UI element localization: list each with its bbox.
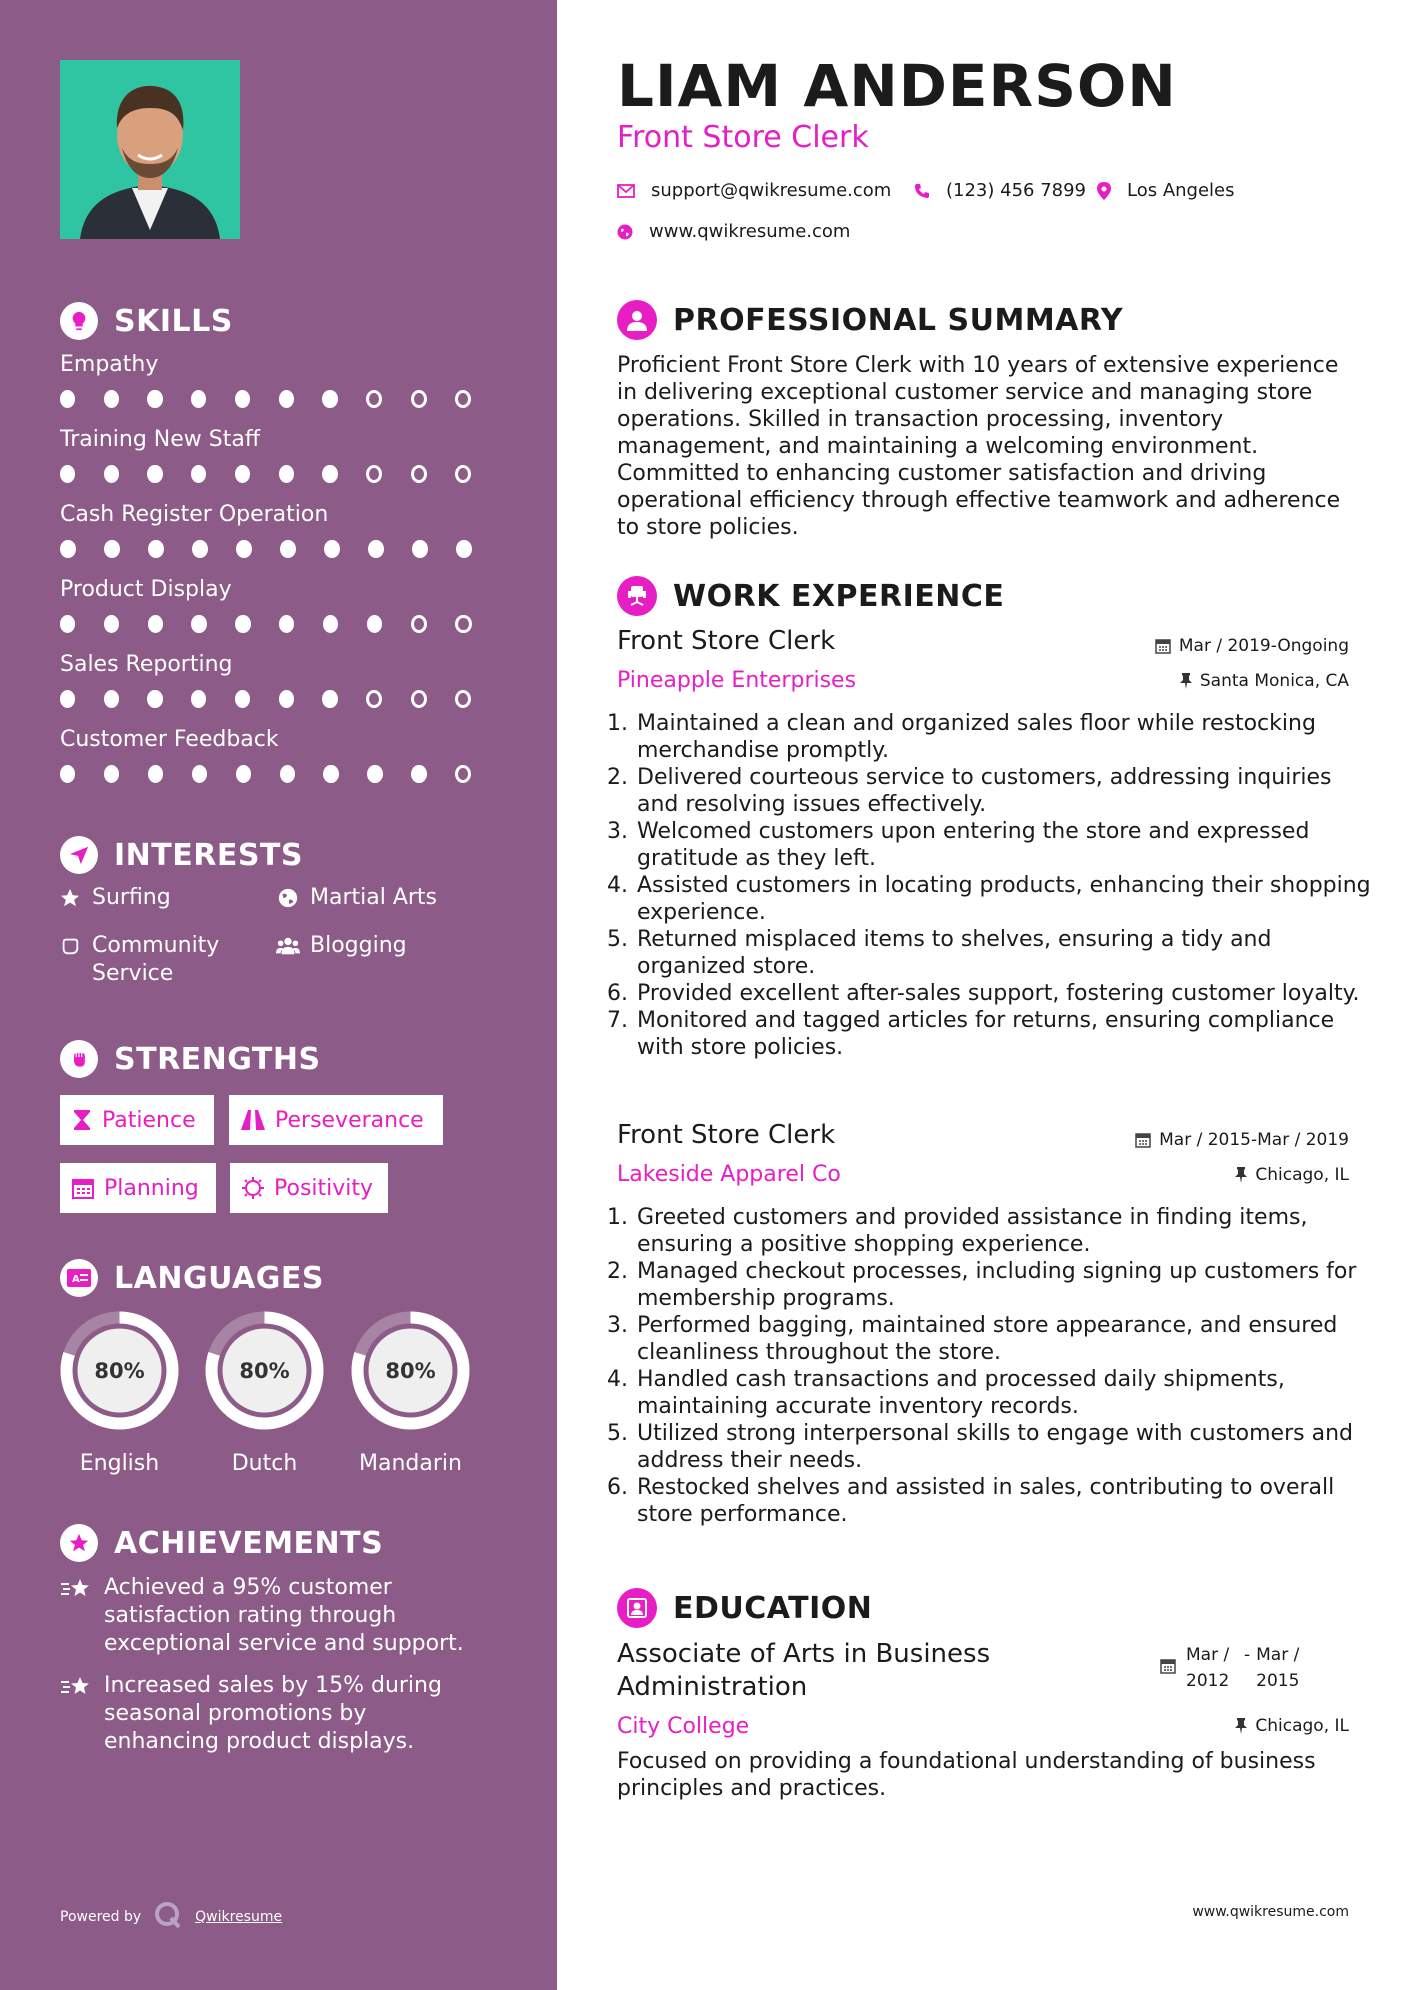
rating-dot-filled: [60, 690, 75, 708]
rating-dot-empty: [455, 465, 471, 483]
candidate-role: Front Store Clerk: [617, 120, 869, 155]
interest-label: Martial Arts: [310, 885, 438, 910]
rating-dot-filled: [60, 465, 75, 483]
rating-dot-filled: [104, 540, 120, 558]
rating-dot-empty: [455, 765, 471, 783]
rating-dot-filled: [147, 465, 162, 483]
shooting-star-icon: [60, 1672, 92, 1756]
education-degree: Associate of Arts in Business Administration: [617, 1639, 991, 1702]
rating-dot-filled: [236, 765, 251, 783]
interest-blogging: [276, 932, 407, 960]
rating-dot-filled: [60, 615, 75, 633]
education-school: City College: [617, 1714, 750, 1739]
star-icon: [58, 884, 82, 909]
rating-dot-filled: [412, 540, 428, 558]
envelope-icon: [617, 184, 635, 198]
duty-item: 2. Managed checkout processes, including signing up customers for membership programs.: [635, 1258, 1375, 1312]
rating-dot-filled: [104, 390, 119, 408]
rating-dot-filled: [324, 540, 340, 558]
candidate-name: LIAM ANDERSON: [617, 52, 1177, 120]
rating-dot-filled: [191, 465, 206, 483]
strength-positivity: [230, 1163, 388, 1213]
education-end: Mar / 2015: [1256, 1645, 1300, 1691]
strength-perseverance: [229, 1095, 443, 1145]
language-percent: 80%: [94, 1359, 145, 1383]
language-percent: 80%: [385, 1359, 436, 1383]
pushpin-icon: [1180, 673, 1192, 689]
education-dates: [1160, 1642, 1306, 1694]
language-dutch: [202, 1308, 327, 1476]
footer-url[interactable]: www.qwikresume.com: [1192, 1904, 1349, 1920]
powered-by-label: Powered by: [60, 1909, 142, 1925]
rating-dot-filled: [104, 615, 119, 633]
interests-header: [60, 836, 303, 874]
skill-rating: [60, 615, 500, 633]
sidebar: [0, 0, 557, 1990]
calendar-icon: [72, 1177, 94, 1199]
rating-dot-filled: [148, 540, 164, 558]
rating-dot-filled: [279, 390, 294, 408]
interest-surfing: [58, 884, 171, 912]
rating-dot-filled: [235, 615, 250, 633]
skill-label: Training New Staff: [60, 427, 261, 452]
rating-dot-filled: [456, 540, 472, 558]
achievement-text: Achieved a 95% customer satisfaction rating through exceptional service and support.: [104, 1575, 464, 1656]
achievements-header: [60, 1524, 383, 1562]
contact-location: [1097, 180, 1235, 201]
rating-dot-filled: [279, 615, 294, 633]
user-icon: [617, 300, 657, 340]
experience-header: [617, 576, 1004, 616]
language-name: Mandarin: [359, 1451, 462, 1476]
job-2-company: Lakeside Apparel Co: [617, 1162, 841, 1187]
strength-label: Perseverance: [275, 1107, 424, 1133]
strengths-title: STRENGTHS: [114, 1041, 321, 1077]
paper-plane-icon: [60, 836, 98, 874]
achievement-item: [60, 1672, 480, 1756]
skill-label: Cash Register Operation: [60, 502, 329, 527]
contact-phone[interactable]: [914, 180, 1086, 201]
strength-patience: [60, 1095, 214, 1145]
skills-header: [60, 302, 233, 340]
rating-dot-filled: [104, 690, 119, 708]
interest-label: Community Service: [92, 933, 220, 986]
rating-dot-filled: [60, 390, 75, 408]
contact-email[interactable]: [617, 180, 891, 201]
language-progress-ring: [202, 1308, 327, 1433]
job-1-location: [1180, 671, 1349, 691]
education-title: EDUCATION: [673, 1590, 873, 1626]
rating-dot-filled: [322, 690, 337, 708]
trophy-star-icon: [60, 1524, 98, 1562]
education-header: [617, 1588, 872, 1628]
achievement-text: Increased sales by 15% during seasonal promotions by enhancing product displays.: [104, 1673, 442, 1754]
shooting-star-icon: [60, 1574, 92, 1658]
dates-text: Mar / 2019-Ongoing: [1178, 636, 1349, 656]
summary-text: Proficient Front Store Clerk with 10 years of extensive experience in delivering exceptional customer service and managing store operations. Skilled in transaction processing, inventory management, and maintaining a welcoming environment. Committed to enhancing customer satisfaction and driving operational efficiency through effective teamwork and adherence to store policies.: [617, 353, 1341, 540]
education-start: Mar / 2012: [1186, 1645, 1230, 1691]
language-english: [57, 1308, 182, 1476]
rating-dot-filled: [236, 540, 252, 558]
strengths-header: [60, 1040, 321, 1078]
skill-rating: [60, 765, 500, 783]
language-percent: 80%: [239, 1359, 290, 1383]
rating-dot-filled: [60, 765, 75, 783]
duty-item: 3. Welcomed customers upon entering the store and expressed gratitude as they left.: [635, 818, 1375, 872]
rating-dot-empty: [411, 390, 427, 408]
skill-rating: [60, 690, 500, 708]
skill-rating: [60, 390, 500, 408]
rating-dot-filled: [191, 690, 206, 708]
rating-dot-filled: [368, 540, 384, 558]
rating-dot-filled: [367, 765, 382, 783]
fist-icon: [60, 1040, 98, 1078]
profile-photo: [60, 60, 240, 239]
rating-dot-empty: [455, 390, 471, 408]
rating-dot-filled: [323, 765, 338, 783]
date-separator: -: [1244, 1645, 1251, 1665]
strength-label: Planning: [104, 1175, 199, 1201]
duty-item: 7. Monitored and tagged articles for returns, ensuring compliance with store policies.: [635, 1007, 1375, 1061]
skill-rating: [60, 540, 500, 558]
website-text: www.qwikresume.com: [649, 221, 851, 242]
rating-dot-empty: [366, 390, 382, 408]
duty-item: 4. Assisted customers in locating products, enhancing their shopping experience.: [635, 872, 1375, 926]
rating-dot-filled: [367, 615, 382, 633]
lightbulb-icon: [60, 302, 98, 340]
achievement-item: [60, 1574, 480, 1658]
svg-text:A: A: [72, 1274, 80, 1285]
dates-text: Mar / 2015-Mar / 2019: [1159, 1130, 1349, 1150]
phone-text: (123) 456 7899: [946, 180, 1087, 201]
users-icon: [276, 932, 300, 957]
summary-title: PROFESSIONAL SUMMARY: [673, 302, 1124, 338]
duty-item: 1. Greeted customers and provided assistance in finding items, ensuring a positive shopping experience.: [635, 1204, 1375, 1258]
interests-title: INTERESTS: [114, 837, 303, 873]
rating-dot-filled: [191, 615, 206, 633]
rating-dot-empty: [455, 615, 471, 633]
strength-label: Patience: [102, 1107, 196, 1133]
interest-label: Blogging: [310, 933, 407, 958]
rating-dot-empty: [411, 690, 427, 708]
strength-planning: [60, 1163, 216, 1213]
language-icon: [60, 1259, 98, 1297]
contact-website[interactable]: [617, 221, 850, 242]
achievements-title: ACHIEVEMENTS: [114, 1525, 384, 1561]
location-text: Chicago, IL: [1255, 1716, 1349, 1736]
rating-dot-filled: [104, 465, 119, 483]
skill-label: Empathy: [60, 352, 159, 377]
location-text: Chicago, IL: [1255, 1165, 1349, 1185]
language-progress-ring: [348, 1308, 473, 1433]
rating-dot-empty: [411, 465, 427, 483]
interest-community-service: [58, 932, 258, 988]
duty-item: 2. Delivered courteous service to customers, addressing inquiries and resolving issues effectively.: [635, 764, 1375, 818]
skill-item: [60, 727, 500, 783]
duty-item: 3. Performed bagging, maintained store appearance, and ensured cleanliness throughout the store.: [635, 1312, 1375, 1366]
main-content: [557, 0, 1407, 1990]
sun-icon: [242, 1177, 264, 1199]
pushpin-icon: [1235, 1718, 1247, 1734]
location-text: Los Angeles: [1127, 180, 1235, 201]
calendar-icon: [1135, 1132, 1151, 1148]
powered-by: [60, 1900, 282, 1934]
rating-dot-filled: [279, 690, 294, 708]
rating-dot-filled: [147, 690, 162, 708]
skill-item: [60, 352, 500, 408]
rating-dot-filled: [147, 390, 162, 408]
globe-icon: [276, 884, 300, 909]
job-2-dates: [1135, 1130, 1349, 1150]
qwikresume-link[interactable]: Qwikresume: [195, 1909, 283, 1925]
rating-dot-filled: [280, 765, 295, 783]
job-2-duties: [617, 1204, 1375, 1528]
job-1-company: Pineapple Enterprises: [617, 668, 857, 693]
job-1-title: Front Store Clerk: [617, 626, 836, 656]
office-chair-icon: [617, 576, 657, 616]
rating-dot-filled: [148, 615, 163, 633]
rating-dot-filled: [192, 540, 208, 558]
interest-label: Surfing: [92, 885, 171, 910]
duty-item: 6. Provided excellent after-sales support, fostering customer loyalty.: [635, 980, 1375, 1007]
location-text: Santa Monica, CA: [1199, 671, 1349, 691]
job-2-title: Front Store Clerk: [617, 1120, 836, 1150]
rating-dot-filled: [279, 465, 294, 483]
calendar-icon: [1155, 638, 1171, 654]
hand-icon: [58, 932, 82, 957]
languages-title: LANGUAGES: [114, 1260, 324, 1296]
phone-icon: [914, 183, 930, 199]
hourglass-icon: [72, 1109, 92, 1131]
rating-dot-empty: [411, 615, 427, 633]
road-icon: [241, 1110, 265, 1130]
rating-dot-filled: [192, 765, 207, 783]
qwikresume-logo-icon: [153, 1900, 183, 1934]
languages-header: [60, 1259, 324, 1297]
skill-label: Sales Reporting: [60, 652, 233, 677]
rating-dot-empty: [455, 690, 471, 708]
rating-dot-filled: [60, 540, 76, 558]
rating-dot-empty: [366, 690, 382, 708]
experience-title: WORK EXPERIENCE: [673, 578, 1005, 614]
rating-dot-empty: [366, 465, 382, 483]
job-1-dates: [1155, 636, 1349, 656]
skill-item: [60, 577, 500, 633]
rating-dot-filled: [322, 390, 337, 408]
education-description: Focused on providing a foundational understanding of business principles and practices.: [617, 1749, 1316, 1801]
duty-item: 5. Returned misplaced items to shelves, ensuring a tidy and organized store.: [635, 926, 1375, 980]
skill-item: [60, 652, 500, 708]
education-location: [1235, 1716, 1349, 1736]
duty-item: 5. Utilized strong interpersonal skills to engage with customers and address their needs.: [635, 1420, 1375, 1474]
job-2-location: [1235, 1165, 1349, 1185]
rating-dot-filled: [235, 390, 250, 408]
rating-dot-filled: [104, 765, 119, 783]
calendar-icon: [1160, 1642, 1176, 1682]
skill-label: Product Display: [60, 577, 232, 602]
skill-item: [60, 502, 500, 558]
job-1-duties: [617, 710, 1375, 1061]
email-text: support@qwikresume.com: [651, 180, 892, 201]
strength-label: Positivity: [274, 1175, 374, 1201]
rating-dot-filled: [322, 465, 337, 483]
skill-rating: [60, 465, 500, 483]
duty-item: 6. Restocked shelves and assisted in sales, contributing to overall store performance.: [635, 1474, 1375, 1528]
skill-item: [60, 427, 500, 483]
duty-item: 1. Maintained a clean and organized sales floor while restocking merchandise promptly.: [635, 710, 1375, 764]
skill-label: Customer Feedback: [60, 727, 279, 752]
language-name: Dutch: [231, 1451, 298, 1476]
language-progress-ring: [57, 1308, 182, 1433]
language-name: English: [79, 1451, 160, 1476]
interest-martial-arts: [276, 884, 437, 912]
rating-dot-filled: [280, 540, 296, 558]
rating-dot-filled: [148, 765, 163, 783]
rating-dot-filled: [191, 390, 206, 408]
rating-dot-filled: [235, 690, 250, 708]
pushpin-icon: [1235, 1167, 1247, 1183]
rating-dot-filled: [235, 465, 250, 483]
duty-item: 4. Handled cash transactions and processed daily shipments, maintaining accurate inventory records.: [635, 1366, 1375, 1420]
rating-dot-filled: [323, 615, 338, 633]
map-pin-icon: [1097, 182, 1111, 200]
summary-header: [617, 300, 1123, 340]
skills-title: SKILLS: [114, 303, 233, 339]
globe-icon: [617, 224, 633, 240]
language-mandarin: [348, 1308, 473, 1476]
rating-dot-filled: [411, 765, 426, 783]
graduation-icon: [617, 1588, 657, 1628]
